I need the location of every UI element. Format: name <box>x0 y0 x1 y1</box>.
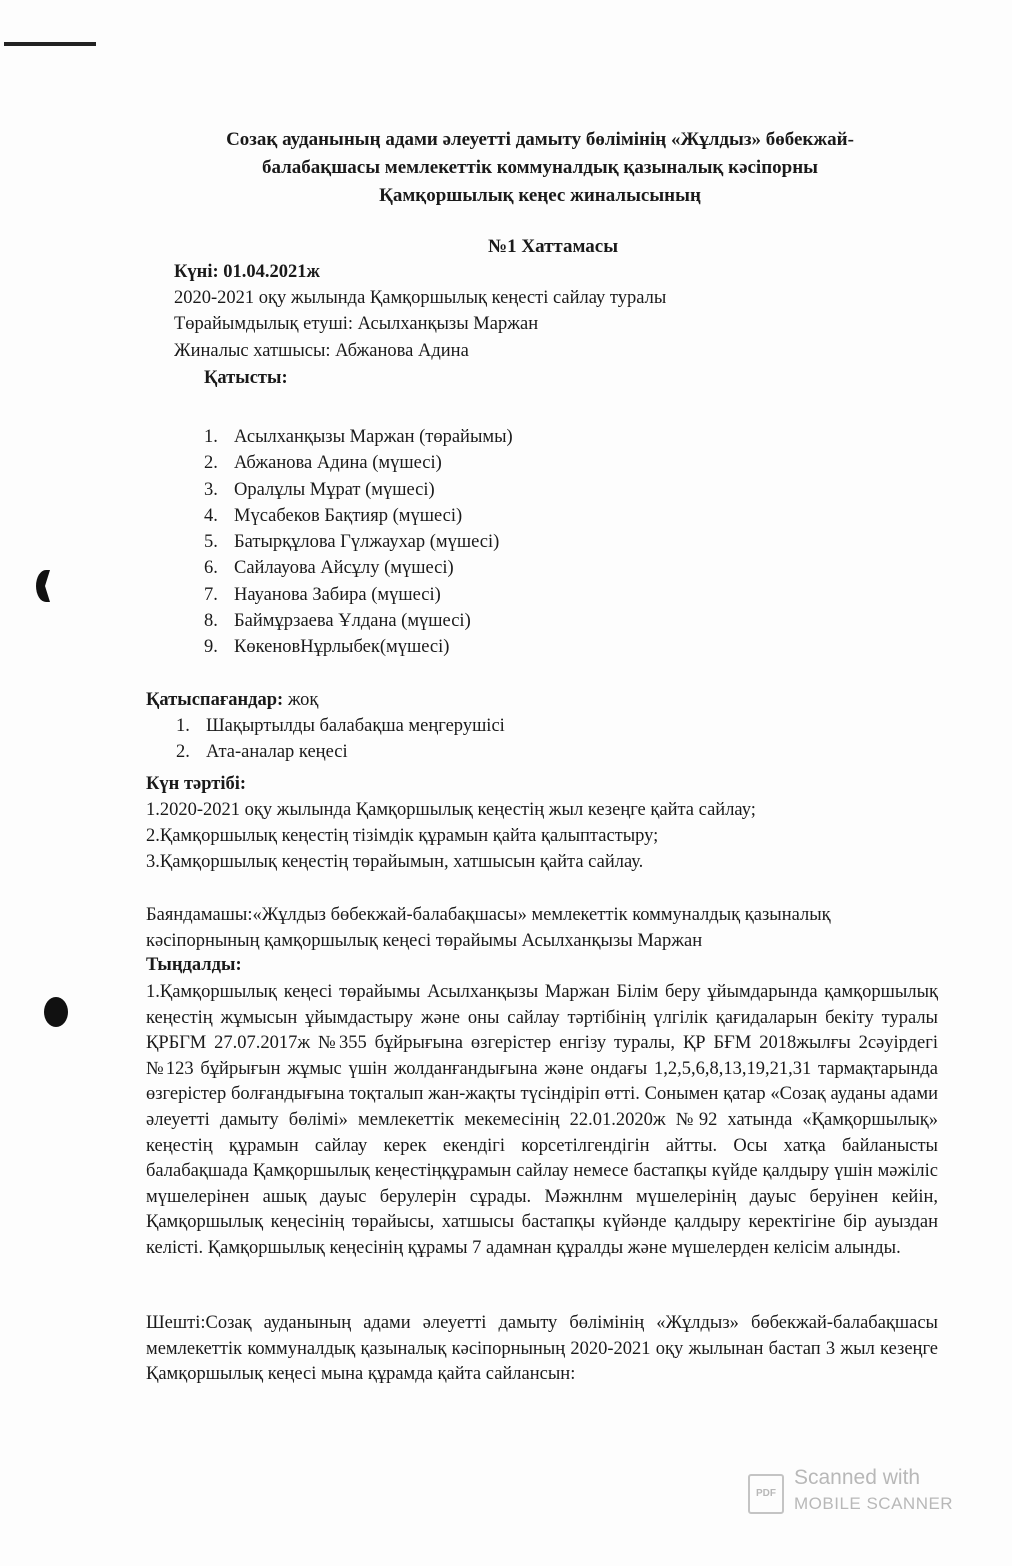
list-item-text: Оралұлы Мұрат (мүшесі) <box>234 479 435 500</box>
speaker-label: Баяндамашы: <box>146 905 253 925</box>
list-item <box>204 427 513 453</box>
decision-text: Созақ ауданының адами әлеуетті дамыту бөлімінің «Жұлдыз» бөбекжай-балабақшасы мемлекеттік коммуналдық қазыналық кәсіпорнының 2020-2021 оқу жылынан бастап 3 жыл кезеңге Қамқоршылық кеңесі мына құрамда қайта сайлансын: <box>146 1313 938 1385</box>
meeting-date: Күні: 01.04.2021ж <box>174 262 320 282</box>
list-item <box>204 480 513 506</box>
heard-paragraph: 1.Қамқоршылық кеңесі төрайымы Асылханқызы Маржан Білім беру ұйымдарында қамқоршылық кеңестің жұмысын ұйымдастыру және оны сайлау тәртібінің үлгілік қағидаларын бекіту туралы ҚРБГМ 27.07.2017ж №355 бұйрығына өзгерістер енгізу туралы, ҚР БҒМ 2018жылғы 2сәуірдегі №123 бұйрығын жұмыс үшін жолданғандығына және ондағы 1,2,5,6,8,13,19,21,31 тармақтарында өзгерістер болғандығына тоқталып жан-жақты түсіндіріп өтті. Сонымен қатар «Созақ ауданы адами әлеуетті дамыту бөлімі» мемлекеттік мекемесінің 22.01.2020ж №92 хатында «Қамқоршылық» кеңестің құрамын сайлау керек екендігі корсетілгендігін айтты. Осы хатқа байланысты балабақшада Қамқоршылық кеңестіңқұрамын сайлау немесе бастапқы күйде қалдыру үшін мәжіліс мүшелерінен ашық дауыс берулерін сұрады. Мәжнлнм мүшелерінің дауыс беруінен кейін, Қамқоршылық кеңесінің төрайысы, хатшысы бастапқы күйәнде қалдыру керектігіне бір ауыздан келісті. Қамқоршылық кеңесінің құрамы 7 адамнан құралды және мүшелерден келісім алынды. <box>146 982 938 1258</box>
punch-hole-mark <box>36 570 56 602</box>
list-item-number: 6. <box>204 558 218 579</box>
scanner-watermark <box>748 1466 968 1526</box>
decision-paragraph <box>146 1311 938 1388</box>
absent-line <box>146 690 318 711</box>
meeting-topic: 2020-2021 оқу жылында Қамқоршылық кеңесті сайлау туралы <box>174 288 667 308</box>
document-header <box>160 126 920 210</box>
list-item <box>204 558 513 584</box>
list-item-text: Батырқұлова Гүлжаухар (мүшесі) <box>234 532 500 553</box>
list-item-number: 5. <box>204 532 218 553</box>
list-item-number: 8. <box>204 611 218 632</box>
list-item-text: Ата-аналар кеңесі <box>206 742 348 763</box>
list-item-number: 1. <box>176 716 190 736</box>
attendees-label: Қатысты: <box>204 368 288 388</box>
speaker-text: «Жұлдыз бөбекжай-балабақшасы» мемлекеттік коммуналдық қазыналық кәсіпорнының қамқоршылық кеңесі төрайымы Асылханқызы Маржан <box>146 905 831 951</box>
list-item-text: Науанова Забира (мүшесі) <box>234 584 441 605</box>
watermark-line: MOBILE SCANNER <box>794 1494 954 1513</box>
agenda-item: 3.Қамқоршылық кеңестің төрайымын, хатшысын қайта сайлау. <box>146 852 644 872</box>
list-item <box>204 506 513 532</box>
speaker-paragraph <box>146 903 938 954</box>
protocol-title: №1 Хаттамасы <box>488 236 619 257</box>
list-item <box>204 637 513 663</box>
absent-label: Қатыспағандар: <box>146 690 284 710</box>
scan-mark <box>4 42 96 46</box>
header-line: Созақ ауданының адами әлеуетті дамыту бөлімінің «Жұлдыз» бөбекжай- <box>226 129 854 150</box>
invited-list <box>176 716 505 769</box>
list-item <box>176 742 505 768</box>
absent-value: жоқ <box>283 690 319 710</box>
header-line: Қамқоршылық кеңес жиналысының <box>379 185 701 206</box>
meeting-chair: Төрайымдылық етуші: Асылханқызы Маржан <box>174 314 539 334</box>
watermark-line: Scanned with <box>794 1466 921 1489</box>
agenda-label: Күн тәртібі: <box>146 774 247 794</box>
agenda-item: 2.Қамқоршылық кеңестің тізімдік құрамын қайта қалыптастыру; <box>146 826 659 846</box>
list-item <box>204 532 513 558</box>
meeting-secretary: Жиналыс хатшысы: Абжанова Адина <box>174 341 469 361</box>
list-item-text: КөкеновНұрлыбек(мүшесі) <box>234 637 450 658</box>
attendees-list <box>204 427 513 664</box>
list-item-text: Сайлауова Айсұлу (мүшесі) <box>234 558 454 579</box>
list-item-number: 1. <box>204 427 218 447</box>
list-item-text: Асылханқызы Маржан (төрайымы) <box>234 427 513 447</box>
agenda-item: 1.2020-2021 оқу жылында Қамқоршылық кеңестің жыл кезеңге қайта сайлау; <box>146 800 756 820</box>
list-item-number: 9. <box>204 637 218 658</box>
list-item-number: 4. <box>204 505 218 526</box>
list-item <box>176 716 505 742</box>
header-line: балабақшасы мемлекеттік коммуналдық қазыналық кәсіпорны <box>261 157 819 178</box>
list-item-text: Баймұрзаева Ұлдана (мүшесі) <box>234 611 471 632</box>
list-item-text: Мүсабеков Бақтияр (мүшесі) <box>234 505 463 526</box>
punch-hole-mark <box>44 997 68 1027</box>
list-item-text: Шақыртылды балабақша меңгерушісі <box>206 716 505 736</box>
list-item-number: 2. <box>176 742 190 763</box>
list-item <box>204 585 513 611</box>
list-item-text: Абжанова Адина (мүшесі) <box>234 453 442 474</box>
heard-label: Тыңдалды: <box>146 955 242 975</box>
list-item-number: 7. <box>204 584 218 605</box>
decision-label: Шешті: <box>146 1313 206 1333</box>
pdf-icon: PDF <box>748 1474 784 1514</box>
list-item-number: 3. <box>204 479 218 500</box>
list-item <box>204 611 513 637</box>
list-item <box>204 453 513 479</box>
list-item-number: 2. <box>204 453 218 474</box>
